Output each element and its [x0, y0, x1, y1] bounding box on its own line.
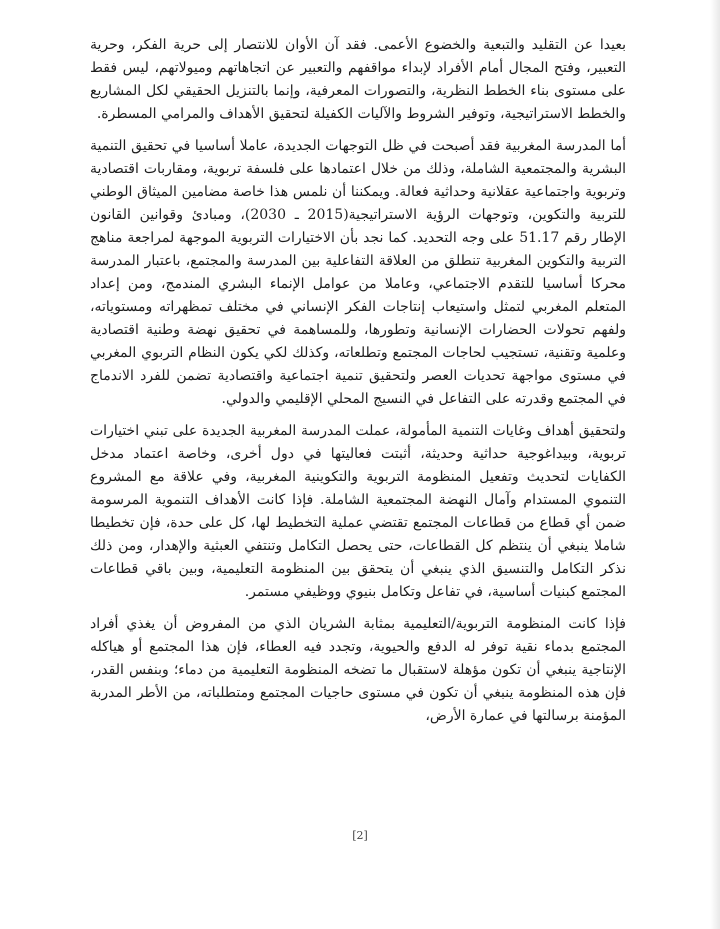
paragraph-1: بعيدا عن التقليد والتبعية والخضوع الأعمى. فقد آن الأوان للانتصار إلى حرية الفكر، وحرية التعبير، وفتح المجال أمام الأفراد لإبداء مواقفهم والتعبير عن اتجاهاتهم وميولاتهم، ليس فقط على مستوى بناء الخطط النظرية، والتصورات المعرفية، وإنما بالتنزيل الحقيقي لكل المشاريع والخطط الاستراتيجية، وتوفير الشروط والآليات الكفيلة لتحقيق الأهداف والمرامي المسطرة. — [90, 37, 626, 122]
paragraph-3: ولتحقيق أهداف وغايات التنمية المأمولة، عملت المدرسة المغربية الجديدة على تبني اختيارات تربوية، وبيداغوجية حداثية وحديثة، أثبتت فعاليتها في دول أخرى، وخاصة اعتماد مدخل الكفايات لتحديث وتفعيل المنظومة التربوية والتكوينية المغربية، وفي علاقة مع المشروع التنموي المستدام وآمال النهضة المجتمعية الشاملة. فإذا كانت الأهداف التنموية المرسومة ضمن أي قطاع من قطاعات المجتمع تقتضي عملية التخطيط لها، كل على حدة، فإن تخطيطا شاملا ينبغي أن ينتظم كل القطاعات، حتى يحصل التكامل وتنتفي العبثية والإهدار، ومن ذلك نذكر التكامل والتنسيق الذي ينبغي أن يتحقق بين المنظومة التعليمية، وبين باقي قطاعات المجتمع كبنيات أساسية، في تفاعل وتكامل بنيوي ووظيفي مستمر. — [90, 423, 626, 600]
document-page — [90, 34, 626, 737]
paragraph-2: أما المدرسة المغربية فقد أصبحت في ظل التوجهات الجديدة، عاملا أساسيا في تحقيق التنمية البشرية والمجتمعية الشاملة، وذلك من خلال اعتمادها على فلسفة تربوية، ومقاربات اقتصادية وتربوية واجتماعية عقلانية وحداثية فعالة. ويمكننا أن نلمس هذا خاصة مضامين الميثاق الوطني للتربية والتكوين، وتوجهات الرؤية الاستراتيجية(2015 ـ 2030)، ومبادئ وقوانين القانون الإطار رقم 51.17 على وجه التحديد. كما نجد بأن الاختيارات التربوية الموجهة لمراجعة مناهج التربية والتكوين المغربية تنطلق من العلاقة التفاعلية بين المدرسة والمجتمع، باعتبار المدرسة محركا أساسيا للتقدم الاجتماعي، وعاملا من عوامل الإنماء البشري المندمج، ومن إعداد المتعلم المغربي لتمثل واستيعاب إنتاجات الفكر الإنساني في مختلف تمظهراته ومستوياته، ولفهم تحولات الحضارات الإنسانية وتطورها، وللمساهمة في تحقيق نهضة وطنية اقتصادية وعلمية وتقنية، تستجيب لحاجات المجتمع وتطلعاته، وكذلك لكي يكون النظام التربوي المغربي في مستوى مواجهة تحديات العصر ولتحقيق تنمية اجتماعية واقتصادية تضمن للفرد الاندماج في المجتمع وقدرته على التفاعل في النسيج المحلي الإقليمي والدولي. — [90, 138, 627, 407]
paragraph-4: فإذا كانت المنظومة التربوية/التعليمية بمثابة الشريان الذي من المفروض أن يغذي أفراد المجتمع بدماء نقية توفر له الدفع والحيوية، وتجدد فيه العطاء، فإن هذا المجتمع أو هياكله الإنتاجية ينبغي أن تكون مؤهلة لاستقبال ما تضخه المنظومة التعليمية من دماء؛ وبنفس القدر، فإن هذه المنظومة ينبغي أن تكون في مستوى حاجيات المجتمع ومتطلباته، من الأطر المدربة المؤمنة برسالتها في عمارة الأرض، — [90, 616, 627, 724]
page-edge-shadow — [710, 0, 720, 929]
page-number: [2] — [352, 829, 368, 842]
